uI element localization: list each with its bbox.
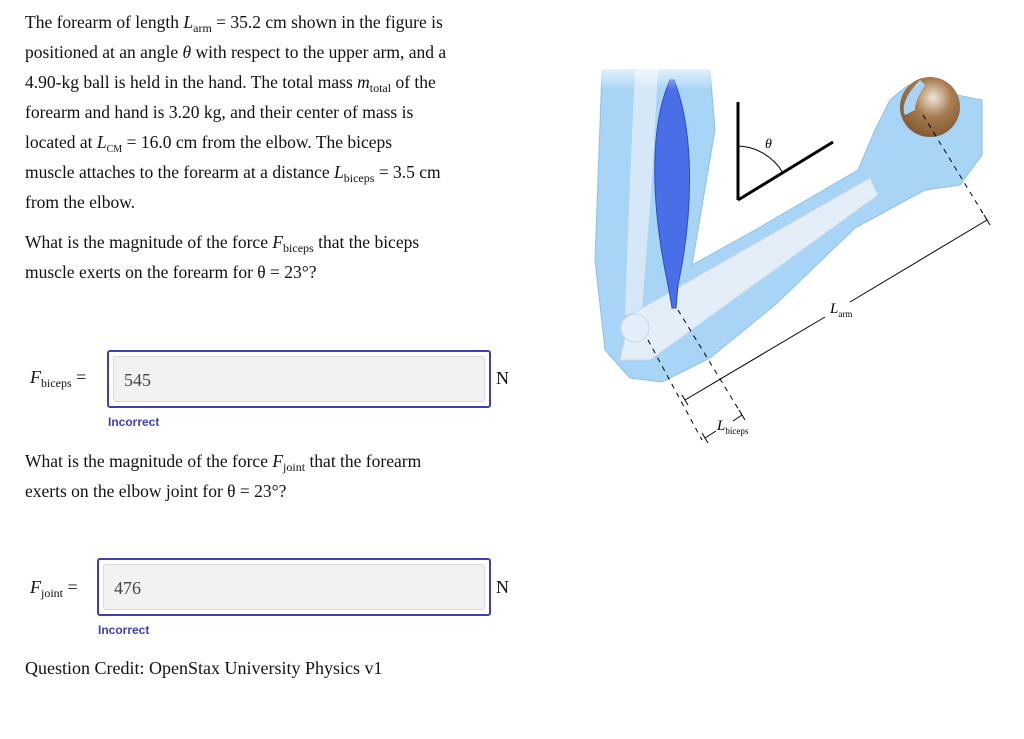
f-joint-answer-field[interactable] <box>97 558 491 616</box>
question-text: muscle exerts on the forearm for θ = 23°? <box>25 262 317 282</box>
theta-label: θ <box>765 137 772 152</box>
problem-line: positioned at an angle θ with respect to the upper arm, and a <box>25 42 447 62</box>
question-text: What is the magnitude of the force $F_{biceps}$ that the biceps <box>25 232 420 255</box>
problem-line: forearm and hand is 3.20 kg, and their center of mass is <box>25 102 414 122</box>
unit-label: N <box>496 577 509 597</box>
status-incorrect: Incorrect <box>98 623 150 637</box>
problem-line: muscle attaches to the forearm at a distance $L_{biceps} = 3.5$ cm <box>25 162 441 185</box>
l-biceps-label: $L_{biceps}$ <box>717 418 749 436</box>
question-credit: Question Credit: OpenStax University Physics v1 <box>25 658 383 678</box>
question-text: exerts on the elbow joint for θ = 23°? <box>25 481 287 501</box>
answer-label: $F_{biceps}$ = <box>30 367 87 390</box>
f-biceps-input[interactable]: 545 <box>113 356 485 402</box>
l-arm-label: $L_{arm}$ <box>830 301 853 319</box>
answer-label: $F_{joint}$ = <box>30 577 78 600</box>
arm-illustration <box>590 60 1000 382</box>
forearm-figure <box>590 60 1000 450</box>
problem-line: 4.90-kg ball is held in the hand. The total mass $m_{total}$ of the <box>25 72 436 95</box>
problem-line: located at $L_{CM} = 16.0$ cm from the elbow. The biceps <box>25 132 393 155</box>
unit-label: N <box>496 368 509 388</box>
status-incorrect: Incorrect <box>108 415 160 429</box>
problem-line: from the elbow. <box>25 192 136 212</box>
problem-line: The forearm of length $L_{arm} = 35.2$ cm shown in the figure is <box>25 12 443 35</box>
question-text: What is the magnitude of the force $F_{joint}$ that the forearm <box>25 451 422 474</box>
f-joint-input[interactable]: 476 <box>103 564 485 610</box>
angle-indicator <box>738 102 833 200</box>
f-biceps-answer-field[interactable] <box>107 350 491 408</box>
